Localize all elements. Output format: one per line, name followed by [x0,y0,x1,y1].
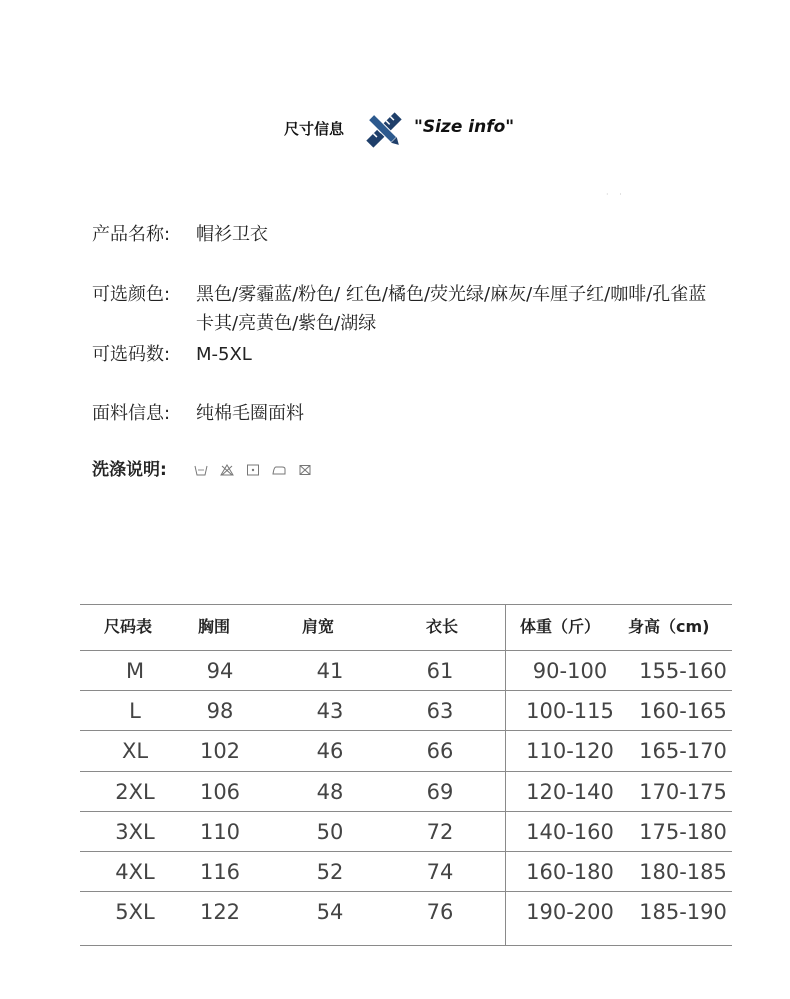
table-cell: 155-160 [639,659,727,683]
table-cell: 52 [316,860,344,884]
table-cell: 54 [316,900,344,924]
decorative-dots: · · [606,190,626,199]
table-cell: 120-140 [526,780,614,804]
header-title-cn: 尺寸信息 [284,120,345,138]
table-cell: 190-200 [526,900,614,924]
fabric-label: 面料信息: [92,403,171,424]
tumble-dry-icon [246,464,260,476]
table-cell: 110-120 [526,739,614,763]
table-cell: 100-115 [526,699,614,723]
table-cell: 116 [199,860,241,884]
product-name-label: 产品名称: [92,224,171,245]
table-cell: 98 [206,699,234,723]
size-label-cell: XL [121,739,149,763]
size-info-header [0,108,790,152]
wash-icons [194,464,312,476]
table-cell: 106 [199,780,241,804]
table-cell: 160-180 [526,860,614,884]
wash-label: 洗涤说明: [92,460,167,480]
size-label-cell: 4XL [115,860,155,884]
size-label-cell: M [125,659,145,683]
wash-30-icon [194,464,208,476]
table-header-cell: 身高（cm) [628,617,710,636]
table-cell: 50 [316,820,344,844]
table-cell: 74 [426,860,454,884]
table-cell: 102 [199,739,241,763]
table-cell: 170-175 [639,780,727,804]
size-table [80,604,732,946]
size-label-cell: L [129,699,141,723]
column-divider [505,604,506,946]
table-header-cell: 衣长 [426,617,459,636]
ruler-pencil-icon [362,108,406,152]
size-label-cell: 5XL [115,900,155,924]
table-cell: 61 [426,659,454,683]
table-cell: 160-165 [639,699,727,723]
table-cell: 185-190 [639,900,727,924]
table-cell: 72 [426,820,454,844]
colors-label: 可选颜色: [92,284,171,305]
no-bleach-icon [220,464,234,476]
table-cell: 46 [316,739,344,763]
table-header-cell: 肩宽 [302,617,335,636]
table-cell: 76 [426,900,454,924]
size-label-cell: 2XL [115,780,155,804]
table-cell: 140-160 [526,820,614,844]
table-cell: 41 [316,659,344,683]
table-cell: 90-100 [532,659,608,683]
table-cell: 43 [316,699,344,723]
size-label-cell: 3XL [115,820,155,844]
table-cell: 110 [199,820,241,844]
sizes-label: 可选码数: [92,344,171,365]
table-cell: 66 [426,739,454,763]
table-cell: 180-185 [639,860,727,884]
table-bottom-border [80,945,732,946]
table-cell: 94 [206,659,234,683]
table-cell: 69 [426,780,454,804]
iron-icon [272,464,286,476]
product-name-value: 帽衫卫衣 [196,224,268,245]
sizes-value: M-5XL [196,344,252,365]
table-cell: 122 [199,900,241,924]
table-cell: 175-180 [639,820,727,844]
colors-value-line2: 卡其/亮黄色/紫色/湖绿 [196,313,377,334]
fabric-value: 纯棉毛圈面料 [196,403,304,424]
table-header-cell: 尺码表 [104,617,153,636]
colors-value-line1: 黑色/雾霾蓝/粉色/ 红色/橘色/荧光绿/麻灰/车厘子红/咖啡/孔雀蓝 [196,284,707,305]
table-cell: 165-170 [639,739,727,763]
table-cell: 63 [426,699,454,723]
header-title-en: "Size info" [414,117,515,137]
table-header-cell: 体重（斤） [520,617,601,636]
no-dry-clean-icon [298,464,312,476]
table-header-cell: 胸围 [198,617,231,636]
table-cell: 48 [316,780,344,804]
